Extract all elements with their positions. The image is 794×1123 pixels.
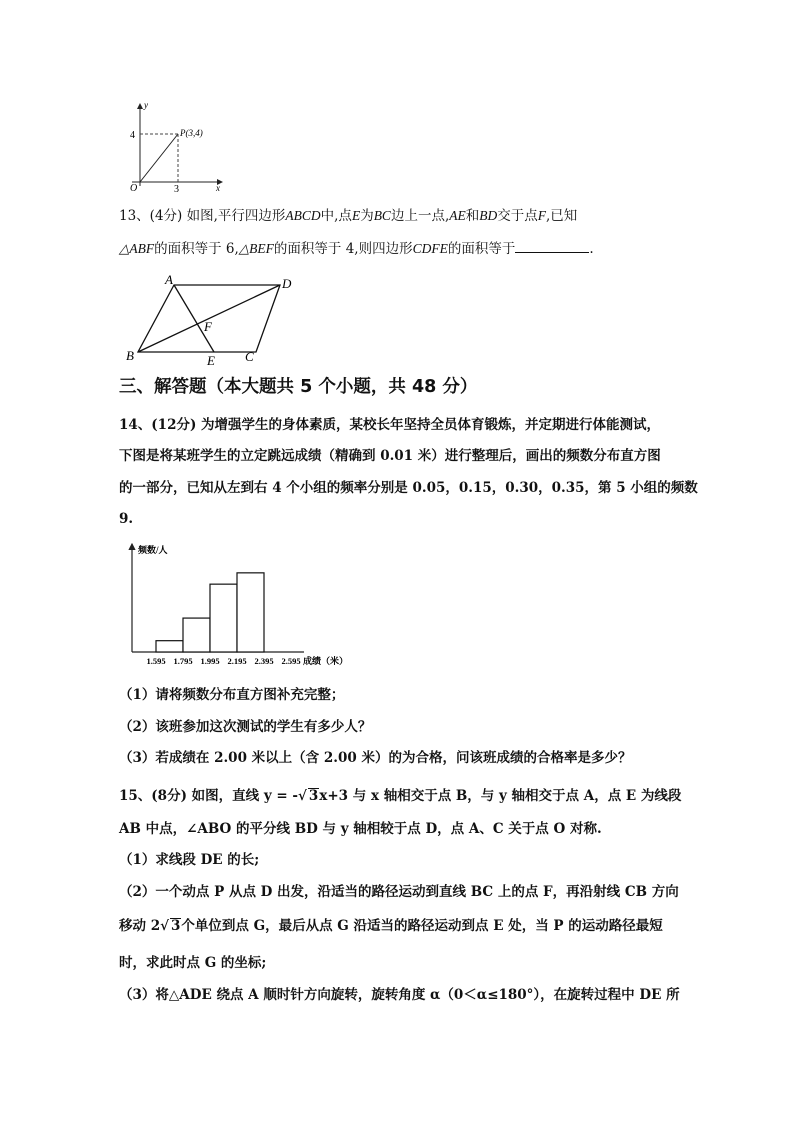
q13-text: 13、(4分) 如图,平行四边形 xyxy=(119,208,286,224)
q14-sub3: （3）若成绩在 2.00 米以上（含 2.00 米）的为合格，问该班成绩的合格率是多少？ xyxy=(119,750,632,766)
origin-label: O xyxy=(130,183,138,194)
x-tick-label: 1.595 xyxy=(146,656,166,666)
q13-tri-bef: △BEF xyxy=(238,241,274,256)
q13-line1 xyxy=(119,207,577,225)
q13-text: 的面积等于 xyxy=(447,241,516,257)
x-tick-label: 2.395 xyxy=(254,656,274,666)
q15-text: x+3 与 x 轴相交于点 B，与 y 轴相交于点 A，点 E 为线段 xyxy=(319,788,682,804)
x-tick-label: 1.795 xyxy=(173,656,193,666)
histogram-bar xyxy=(156,641,183,652)
label-b: B xyxy=(126,348,134,363)
q13-text: ,已知 xyxy=(546,208,578,224)
sqrt-sign: √ xyxy=(298,788,307,804)
q13-f: F xyxy=(537,208,546,223)
q13-text: 的面积等于 6, xyxy=(154,241,239,257)
q15-sub2c: 时，求此时点 G 的坐标; xyxy=(119,955,267,971)
q15-sub3: （3）将△ADE 绕点 A 顺时针方向旋转，旋转角度 α（0＜α≤180°），在旋转过程中 DE 所 xyxy=(119,987,680,1003)
q15-sub1: （1）求线段 DE 的长; xyxy=(119,852,260,868)
parallelogram-figure xyxy=(120,272,300,368)
x-tick-label: 2.195 xyxy=(227,656,247,666)
x-axis-label: x xyxy=(216,183,220,193)
q13-text: 和 xyxy=(465,208,480,224)
q13-bd: BD xyxy=(479,208,498,223)
q13-ae: AE xyxy=(449,208,466,223)
q15-line1 xyxy=(119,787,681,805)
q13-line2 xyxy=(119,240,594,258)
q14-line3: 的一部分，已知从左到右 4 个小组的频率分别是 0.05，0.15，0.30，0.35，第 5 小组的频数 xyxy=(119,480,698,496)
q13-tri-abf: △ABF xyxy=(119,241,155,256)
tick-y-4: 4 xyxy=(130,130,135,141)
segment-op xyxy=(140,134,178,182)
q13-text: 中,点 xyxy=(320,208,352,224)
histogram-bar xyxy=(183,618,210,652)
hist-x-label: 成绩（米） xyxy=(303,656,349,666)
hist-y-label: 频数/人 xyxy=(138,545,168,555)
label-c: C xyxy=(245,349,254,364)
q14-line2: 下图是将某班学生的立定跳远成绩（精确到 0.01 米）进行整理后，画出的频数分布直方图 xyxy=(119,448,661,464)
tick-x-3: 3 xyxy=(174,184,179,194)
q13-text: . xyxy=(589,241,594,257)
x-tick-label: 2.595 xyxy=(281,656,301,666)
point-p-label: P(3,4) xyxy=(180,128,203,138)
label-f: F xyxy=(204,319,212,334)
q15-text: 移动 2 xyxy=(119,918,161,934)
histogram-bar xyxy=(210,584,237,652)
x-tick-label: 1.995 xyxy=(200,656,220,666)
q13-text: 为 xyxy=(360,208,374,224)
q13-bc: BC xyxy=(373,208,391,223)
label-e: E xyxy=(207,353,215,368)
q14-line1: 14、(12分) 为增强学生的身体素质，某校长年坚持全员体育锻炼，并定期进行体能测试， xyxy=(119,417,661,433)
sqrt-radicand: 3 xyxy=(308,788,319,804)
histogram-bar xyxy=(237,573,264,652)
q13-text: 边上一点, xyxy=(390,208,450,224)
frequency-histogram xyxy=(118,540,368,672)
y-axis-label: y xyxy=(144,100,148,110)
q13-cdfe: CDFE xyxy=(412,241,448,256)
q15-sub2b xyxy=(119,917,663,935)
answer-blank[interactable] xyxy=(515,240,589,253)
coordinate-figure xyxy=(118,98,230,194)
q13-abcd: ABCD xyxy=(285,208,321,223)
q14-line4: 9. xyxy=(119,511,134,527)
q15-text: 15、(8分) 如图，直线 y = - xyxy=(119,788,299,804)
label-a: A xyxy=(165,272,173,287)
section-heading: 三、解答题（本大题共 5 个小题，共 48 分） xyxy=(119,377,478,397)
sqrt-sign: √ xyxy=(160,918,169,934)
q14-sub1: （1）请将频数分布直方图补充完整； xyxy=(119,687,345,703)
q15-line2: AB 中点，∠ABO 的平分线 BD 与 y 轴相较于点 D，点 A、C 关于点 O 对称. xyxy=(119,821,602,837)
label-d: D xyxy=(282,276,292,291)
q13-text: 交于点 xyxy=(497,208,538,224)
q14-sub2: （2）该班参加这次测试的学生有多少人？ xyxy=(119,719,372,735)
q15-sub2: （2）一个动点 P 从点 D 出发，沿适当的路径运动到直线 BC 上的点 F，再沿射线 CB 方向 xyxy=(119,884,679,900)
sqrt-radicand: 3 xyxy=(170,918,181,934)
q13-e: E xyxy=(351,208,361,223)
q15-text: 个单位到点 G，最后从点 G 沿适当的路径运动到点 E 处，当 P 的运动路径最短 xyxy=(181,918,663,934)
q13-text: 的面积等于 4,则四边形 xyxy=(273,241,413,257)
